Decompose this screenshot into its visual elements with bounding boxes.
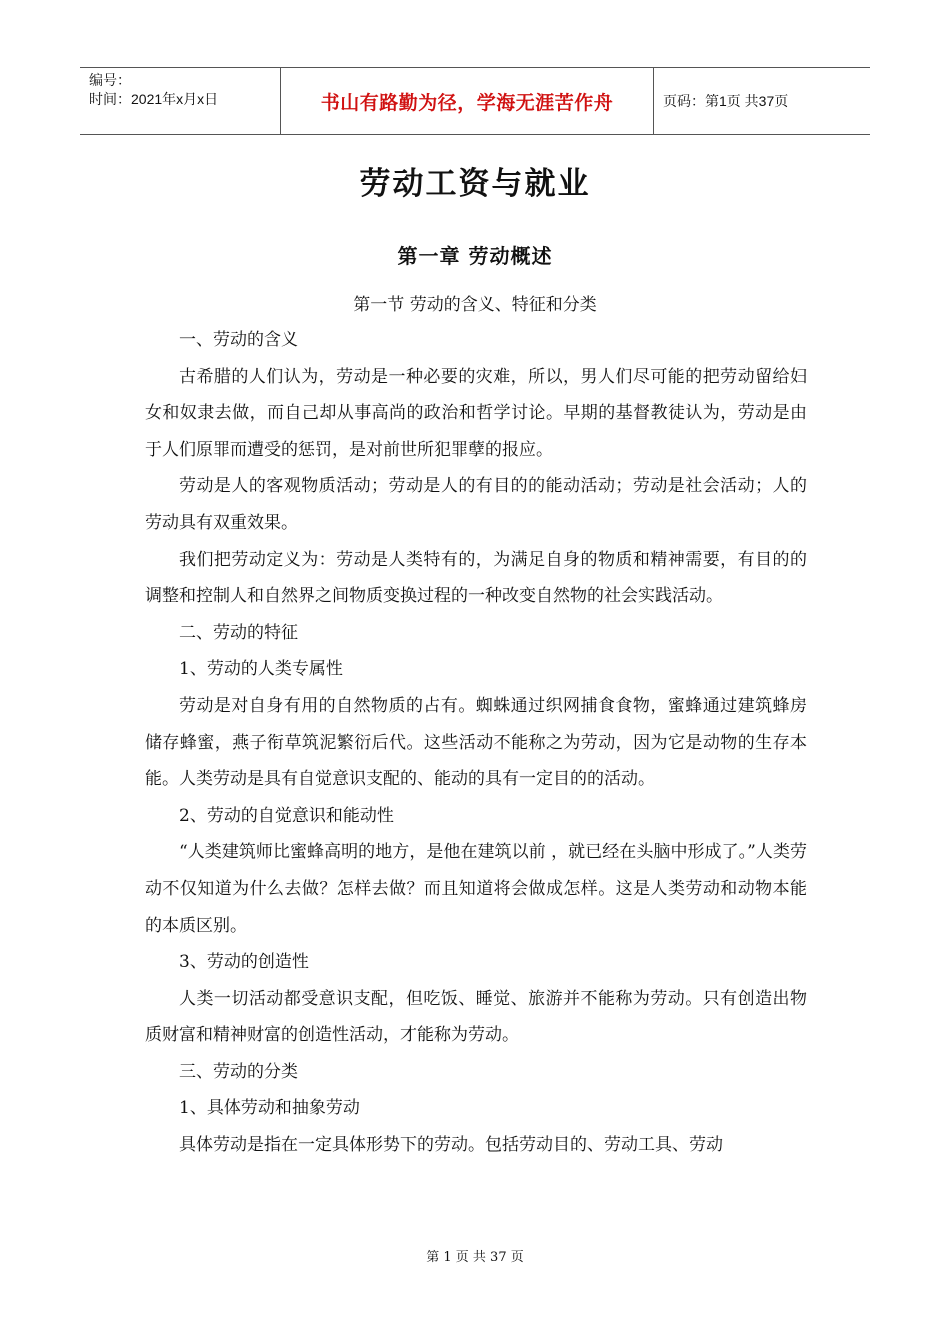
document-title: 劳动工资与就业	[359, 166, 591, 202]
paragraph-consciousness: “人类建筑师比蜜蜂高明的地方，是他在建筑以前 ，就已经在头脑中形成了。”人类劳动不仅知道为什么去做？怎样去做？而且知道将会做成怎样。这是人类劳动和动物本能的本质区别。	[145, 842, 807, 936]
document-body	[145, 322, 807, 1164]
subheading-human-exclusive: 1、劳动的人类专属性	[179, 659, 343, 680]
header-meta	[80, 68, 281, 134]
paragraph-creativity: 人类一切活动都受意识支配，但吃饭、睡觉、旅游并不能称为劳动。只有创造出物质财富和精神财富的创造性活动，才能称为劳动。	[145, 988, 807, 1046]
page-header	[80, 67, 870, 135]
header-motto: 书山有路勤为径，学海无涯苦作舟	[281, 68, 654, 134]
heading-labor-classification: 三、劳动的分类	[179, 1061, 298, 1082]
paragraph-human-exclusive: 劳动是对自身有用的自然物质的占有。蜘蛛通过织网捕食食物，蜜蜂通过建筑蜂房储存蜂蜜，燕子衔草筑泥繁衍后代。这些活动不能称之为劳动，因为它是动物的生存本能。人类劳动是具有自觉意识支配的、能动的具有一定目的的活动。	[145, 695, 807, 790]
heading-labor-features: 二、劳动的特征	[179, 622, 298, 643]
subheading-creativity: 3、劳动的创造性	[179, 952, 309, 973]
subheading-concrete-abstract: 1、具体劳动和抽象劳动	[179, 1098, 360, 1119]
document-date: 时间：2021年x月x日	[89, 91, 219, 107]
paragraph-ancient-views: 古希腊的人们认为，劳动是一种必要的灾难，所以，男人们尽可能的把劳动留给妇女和奴隶去做，而自己却从事高尚的政治和哲学讨论。早期的基督教徒认为，劳动是由于人们原罪而遭受的惩罚，是对前世所犯罪孽的报应。	[145, 366, 807, 460]
header-page-info: 页码：第1页 共37页	[663, 93, 789, 109]
paragraph-labor-nature: 劳动是人的客观物质活动；劳动是人的有目的的能动活动；劳动是社会活动；人的劳动具有双重效果。	[145, 476, 807, 533]
chapter-title: 第一章 劳动概述	[397, 244, 553, 268]
paragraph-concrete-labor: 具体劳动是指在一定具体形势下的劳动。包括劳动目的、劳动工具、劳动	[179, 1135, 723, 1156]
subheading-consciousness: 2、劳动的自觉意识和能动性	[179, 805, 394, 826]
section-title: 第一节 劳动的含义、特征和分类	[353, 295, 597, 315]
page-footer: 第 1 页 共 37 页	[426, 1250, 524, 1265]
heading-labor-meaning: 一、劳动的含义	[179, 330, 298, 350]
document-number-label: 编号：	[89, 72, 131, 88]
paragraph-labor-definition: 我们把劳动定义为：劳动是人类特有的，为满足自身的物质和精神需要，有目的的调整和控制人和自然界之间物质变换过程的一种改变自然物的社会实践活动。	[145, 549, 807, 607]
